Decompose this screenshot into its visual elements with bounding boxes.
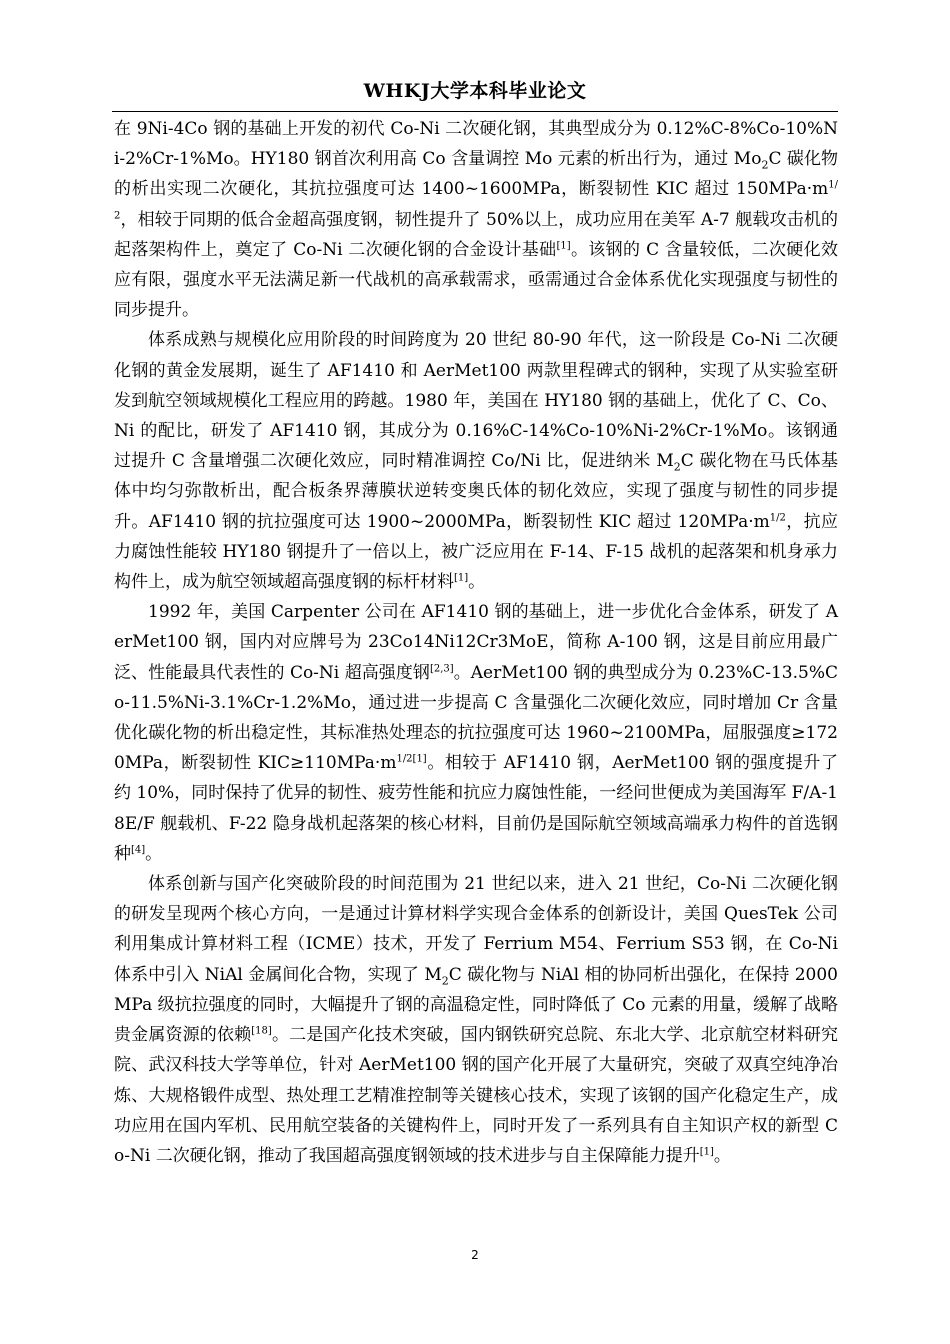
header-divider xyxy=(112,111,838,112)
text-run: 。 xyxy=(145,843,163,864)
text-run: 。该钢的 C 含量较低，二次硬化效应有限，强度水平无法满足新一代战机的高承载需求，亟需通过合金体系优化实现强度与韧性的同步提升。 xyxy=(114,239,838,321)
superscript: [4] xyxy=(131,844,146,856)
subscript: 2 xyxy=(761,158,769,172)
paragraph xyxy=(114,325,838,597)
page-header-title: WHKJ大学本科毕业论文 xyxy=(363,80,587,102)
text-run: 。 xyxy=(468,572,486,593)
paragraph xyxy=(114,114,838,325)
text-run: ，抗应力腐蚀性能较 HY180 钢提升了一倍以上，被广泛应用在 F-14、F-15 战机的起落架和机身承力构件上，成为航空领域超高强度钢的标杆材料 xyxy=(114,511,838,593)
subscript: 2 xyxy=(673,460,681,474)
paragraph xyxy=(114,597,838,869)
text-run: C 碳化物在马氏体基体中均匀弥散析出，配合板条界薄膜状逆转变奥氏体的韧化效应，实现了强度与韧性的同步提升。AF1410 钢的抗拉强度可达 1900~2000MPa，断裂韧性 KIC 超过 120MPa·m xyxy=(114,451,838,532)
text-run: C 碳化物的析出实现二次硬化，其抗拉强度可达 1400~1600MPa，断裂韧性 KIC 超过 150MPa·m xyxy=(114,149,838,200)
page-number: 2 xyxy=(471,1248,479,1262)
body-text xyxy=(114,114,838,1171)
text-run: ，相较于同期的低合金超高强度钢，韧性提升了 50%以上，成功应用在美军 A-7 舰载攻击机的起落架构件上，奠定了 Co-Ni 二次硬化钢的合金设计基础 xyxy=(114,209,838,260)
superscript: [1] xyxy=(556,240,571,252)
superscript: [1] xyxy=(454,572,469,584)
text-run: C 碳化物与 NiAl 相的协同析出强化，在保持 2000MPa 级抗拉强度的同时，大幅提升了钢的高温稳定性，同时降低了 Co 元素的用量，缓解了战略贵金属资源的依赖 xyxy=(114,964,838,1046)
superscript: 1/2 xyxy=(769,511,786,523)
superscript: 1/2[1] xyxy=(396,753,427,765)
text-run: 。AerMet100 钢的典型成分为 0.23%C-13.5%Co-11.5%Ni-3.1%Cr-1.2%Mo，通过进一步提高 C 含量强化二次硬化效应，同时增加 Cr 含量优化碳化物的析出稳定性，其标准热处理态的抗拉强度可达 1960~2100MPa，屈服强度≥1720MPa，断裂韧性 KIC≥110MPa·m xyxy=(114,662,838,774)
text-run: 在 9Ni-4Co 钢的基础上开发的初代 Co-Ni 二次硬化钢，其典型成分为 0.12%C-8%Co-10%Ni-2%Cr-1%Mo。HY180 钢首次利用高 Co 含量调控 Mo 元素的析出行为，通过 Mo xyxy=(114,119,838,170)
text-run: 体系成熟与规模化应用阶段的时间跨度为 20 世纪 80-90 年代，这一阶段是 Co-Ni 二次硬化钢的黄金发展期，诞生了 AF1410 和 AerMet100 两款里程碑式的钢种，实现了从实验室研发到航空领域规模化工程应用的跨越。1980 年，美国在 HY180 钢的基础上，优化了 C、Co、Ni 的配比，研发了 AF1410 钢，其成分为 0.16%C-14%Co-10%Ni-2%Cr-1%Mo。该钢通过提升 C 含量增强二次硬化效应，同时精准调控 Co/Ni 比，促进纳米 M xyxy=(114,330,838,472)
subscript: 2 xyxy=(441,974,449,988)
text-run: 1992 年，美国 Carpenter 公司在 AF1410 钢的基础上，进一步优化合金体系，研发了 AerMet100 钢，国内对应牌号为 23Co14Ni12Cr3MoE，简称 A-100 钢，这是目前应用最广泛、性能最具代表性的 Co-Ni 超高强度钢 xyxy=(114,602,838,683)
paragraph xyxy=(114,869,838,1171)
superscript: [1] xyxy=(699,1146,714,1158)
text-run: 体系创新与国产化突破阶段的时间范围为 21 世纪以来，进入 21 世纪，Co-Ni 二次硬化钢的研发呈现两个核心方向，一是通过计算材料学实现合金体系的创新设计，美国 QuesTek 公司利用集成计算材料工程（ICME）技术，开发了 Ferrium M54、Ferrium S53 钢，在 Co-Ni 体系中引入 NiAl 金属间化合物，实现了 M xyxy=(114,874,838,985)
text-run: 。二是国产化技术突破，国内钢铁研究总院、东北大学、北京航空材料研究院、武汉科技大学等单位，针对 AerMet100 钢的国产化开展了大量研究，突破了双真空纯净冶炼、大规格锻件成型、热处理工艺精准控制等关键核心技术，实现了该钢的国产化稳定生产，成功应用在国内军机、民用航空装备的关键构件上，同时开发了一系列具有自主知识产权的新型 Co-Ni 二次硬化钢，推动了我国超高强度钢领域的技术进步与自主保障能力提升 xyxy=(114,1025,839,1166)
superscript: [18] xyxy=(251,1025,272,1037)
text-run: 。相较于 AF1410 钢，AerMet100 钢的强度提升了约 10%，同时保持了优异的韧性、疲劳性能和抗应力腐蚀性能，一经问世便成为美国海军 F/A-18E/F 舰载机、F-22 隐身战机起落架的核心材料，目前仍是国际航空领域高端承力构件的首选钢种 xyxy=(114,753,838,864)
superscript: [2,3] xyxy=(429,663,454,674)
superscript: 1/2 xyxy=(114,179,838,221)
text-run: 。 xyxy=(713,1145,731,1166)
